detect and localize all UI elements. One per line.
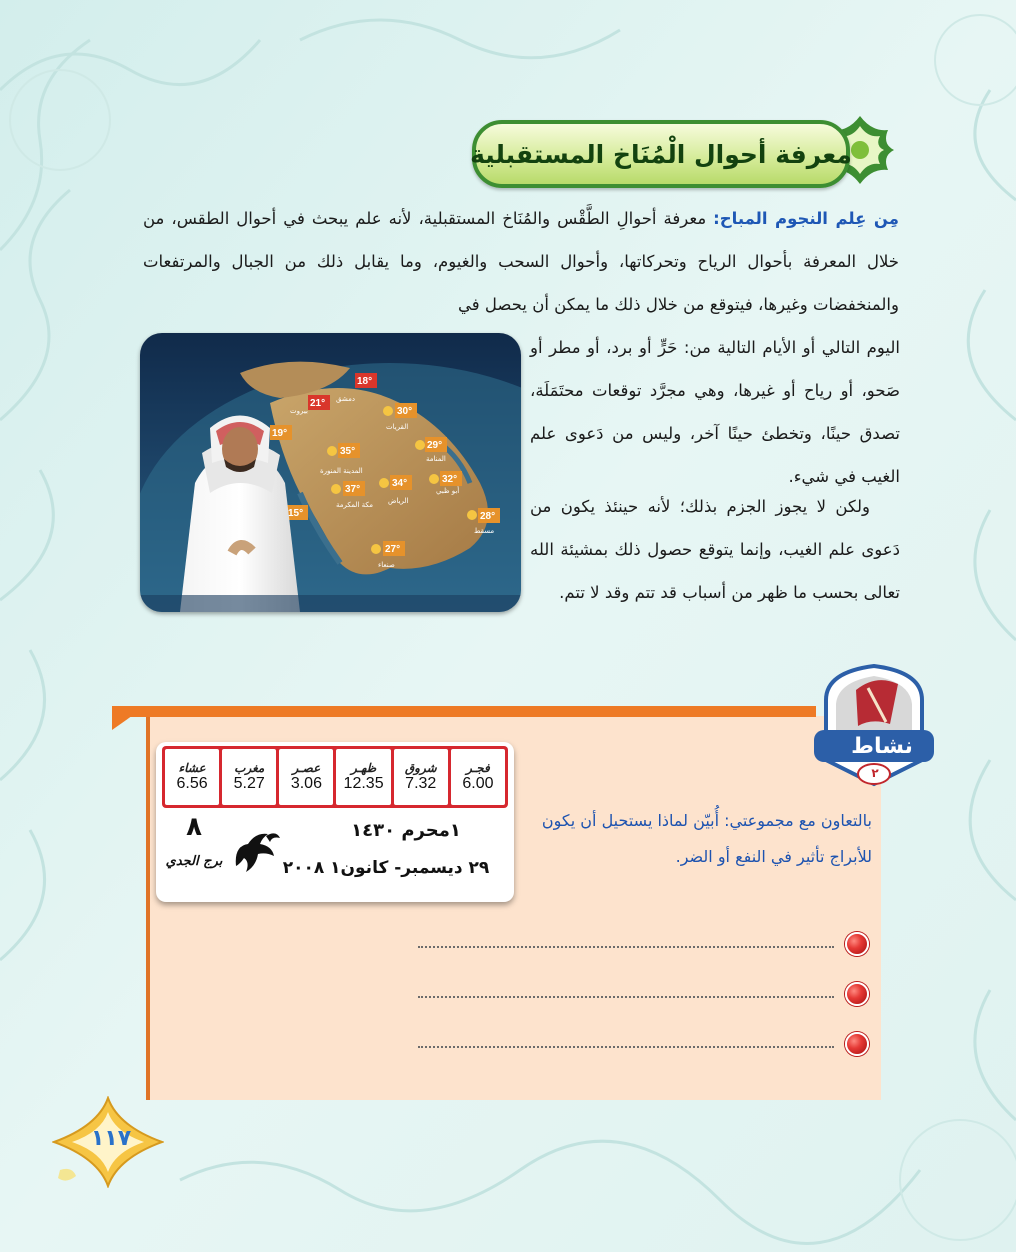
temp-label: 30° (397, 406, 413, 417)
answer-line-3[interactable] (418, 1046, 834, 1048)
prayer-time-cell (222, 749, 276, 805)
prayer-time: 3.06 (290, 775, 322, 792)
activity-corner (112, 706, 146, 730)
prayer-time-cell (279, 749, 333, 805)
activity-top-bar (112, 706, 816, 717)
capricorn-icon (226, 826, 282, 878)
city-label: صنعاء (378, 561, 395, 569)
answer-line-1[interactable] (418, 946, 834, 948)
temp-label: 35° (340, 446, 356, 457)
paragraph-warning: ولكن لا يجوز الجزم بذلك؛ لأنه حينئذ يكون من دَعوى علم الغيب، وإنما يتوقع حصول ذلك بمشيئة الله تعالى بحسب ما ظهر من أسباب قد تتم وقد لا تتم. (530, 497, 900, 602)
gregorian-date: ٢٩ ديسمبر- كانون١ ٢٠٠٨ (282, 858, 490, 878)
answer-bullet-3 (845, 1032, 869, 1056)
city-label: مسقط (474, 527, 495, 535)
city-label: دمشق (336, 395, 355, 403)
paragraph-lead: مِن عِلم النجوم المباح: (713, 209, 899, 228)
weather-forecast-photo (140, 333, 521, 612)
paragraph-intro (143, 197, 899, 326)
page-title: معرفة أحوال الْمُنَاخ المستقبلية (470, 139, 852, 169)
temp-label: 19° (272, 428, 288, 439)
answer-line-2[interactable] (418, 996, 834, 998)
city-label: مكة المكرمة (336, 501, 373, 509)
answer-bullet-2 (845, 982, 869, 1006)
temp-label: 21° (310, 398, 326, 409)
prayer-times-strip (162, 746, 508, 808)
prayer-name: فجـر (466, 761, 490, 775)
page-number: ١١٧ (90, 1126, 132, 1151)
temp-label: 15° (288, 508, 304, 519)
answer-bullet-1 (845, 932, 869, 956)
city-label: بيروت (290, 407, 308, 415)
temp-label: 28° (480, 511, 496, 522)
prayer-name: عصـر (292, 761, 321, 775)
city-label: الرياض (388, 497, 409, 505)
city-label: المنامة (426, 455, 446, 463)
temp-label: 18° (357, 376, 373, 387)
paragraph-intro-text: معرفة أحوالِ الطَّقْس والمُنَاخ المستقبلية، لأنه علم يبحث في أحوال الطقس، من خلال المعرفة بأحوال الرياح وتحركاتها، وأحوال السحب والغيوم، وما يقابل ذلك من الجبال والمرتفعات والمنخفضات وغيرها، فيتوقع من خلال ذلك ما يمكن أن يحصل في (143, 209, 899, 314)
prayer-name: ظهـر (350, 761, 377, 775)
prayer-time-cell (336, 749, 390, 805)
zodiac-number: ٨ (186, 812, 202, 842)
title-banner (472, 120, 850, 188)
prayer-time: 6.56 (176, 775, 208, 792)
prayer-name: مغرب (234, 761, 265, 775)
activity-question: بالتعاون مع مجموعتي: أُبيّن لماذا يستحيل أن يكون للأبراج تأثير في النفع أو الضر. (541, 811, 872, 866)
prayer-time: 7.32 (405, 775, 437, 792)
prayer-time: 5.27 (233, 775, 265, 792)
city-label: القريات (386, 423, 409, 431)
city-label: أبو ظبي (436, 487, 460, 495)
prayer-name: شروق (404, 761, 437, 775)
prayer-time: 12.35 (343, 775, 384, 792)
temp-label: 37° (345, 484, 361, 495)
prayer-time-cell (394, 749, 448, 805)
activity-badge-label: نشاط (851, 734, 913, 759)
paragraph-continued: اليوم التالي أو الأيام التالية من: حَرٍّ أو برد، أو مطر أو صَحو، أو رياح أو غيرها، وهي مجرَّد توقعات محتَمَلَة، تصدق حينًا، وتخطئ حينًا آخر، وليس من دَعوى علم الغيب في شيء. (530, 338, 900, 486)
prayer-time-cell (165, 749, 219, 805)
hijri-date: ١محرم ١٤٣٠ (351, 820, 461, 841)
calendar-card (156, 742, 514, 902)
temp-label: 34° (392, 478, 408, 489)
city-label: المدينة المنورة (320, 467, 363, 475)
zodiac-name: برج الجدي (165, 854, 223, 869)
temp-label: 32° (442, 474, 458, 485)
prayer-name: عشاء (178, 761, 206, 775)
temp-label: 29° (427, 440, 443, 451)
prayer-time: 6.00 (462, 775, 494, 792)
prayer-time-cell (451, 749, 505, 805)
temp-label: 27° (385, 544, 401, 555)
activity-number: ٢ (871, 766, 879, 780)
